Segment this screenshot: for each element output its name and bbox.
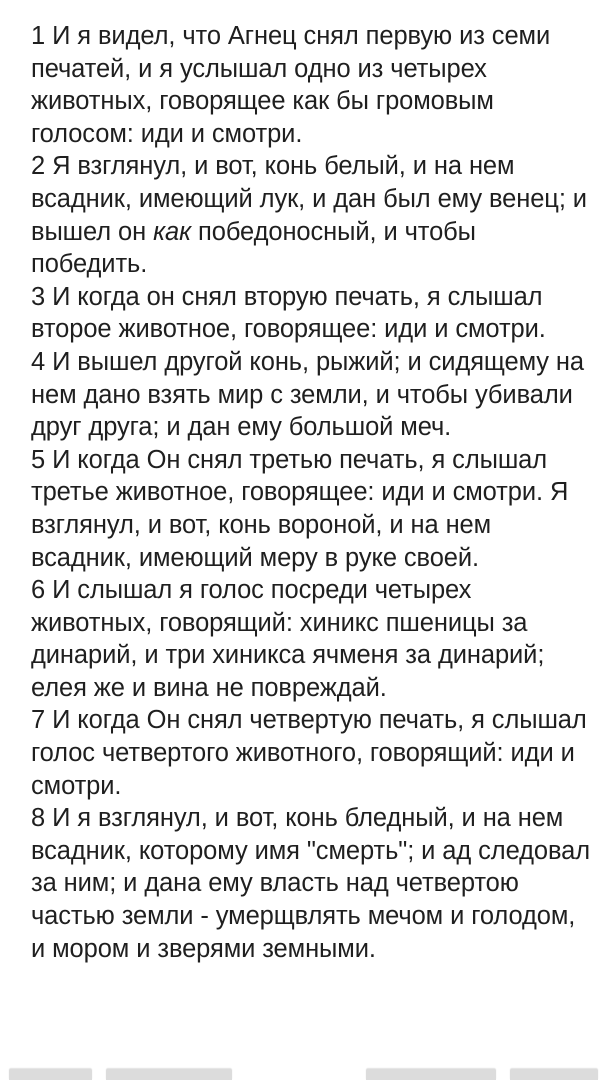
verse-number: 3 [31,282,46,311]
verse-number: 5 [31,445,46,474]
verse-8 [31,802,591,965]
verse-3 [31,281,591,346]
verse-7 [31,704,591,802]
verse-4 [31,346,591,444]
verse-text: И вышел другой конь, рыжий; и сидящему на нем дано взять мир с земли, и чтобы убивали друг друга; и дан ему большой меч. [31,347,584,442]
bottom-nav-button-4[interactable] [510,1069,598,1080]
bottom-nav-button-1[interactable] [9,1069,92,1080]
verse-text: Я взглянул, и вот, конь белый, и на нем всадник, имеющий лук, и дан был ему венец; и вышел он [31,152,587,246]
chapter-text [31,20,591,965]
bottom-navigation-bar [0,1043,607,1080]
bottom-nav-button-3[interactable] [366,1069,496,1080]
verse-number: 7 [31,706,46,735]
verse-text: И когда он снял вторую печать, я слышал второе животное, говорящее: иди и смотри. [31,282,546,344]
verse-2 [31,150,591,280]
verse-6 [31,574,591,704]
verse-number: 4 [31,347,46,376]
bottom-nav-button-2[interactable] [106,1069,232,1080]
verse-text: И слышал я голос посреди четырех животных, говорящий: хиникс пшеницы за динарий, и три хиникса ячменя за динарий; елея же и вина не повреждай. [31,576,545,702]
verse-text: И когда Он снял четвертую печать, я слышал голос четвертого животного, говорящий: иди и смотри. [31,706,587,800]
verse-number: 1 [31,22,46,50]
verse-number: 2 [31,152,46,181]
verse-text: И я видел, что Агнец снял первую из семи печатей, и я услышал одно из четырех животных, говорящее как бы громовым голосом: иди и смотри. [31,22,551,148]
verse-number: 6 [31,576,46,605]
verse-1 [31,20,591,150]
verse-text-continued: победоносный, и чтобы победить. [31,217,476,279]
verse-italic-word: как [153,217,192,246]
verse-text: И я взглянул, и вот, конь бледный, и на нем всадник, которому имя "смерть"; и ад следовал за ним; и дана ему власть над четвертою частью земли - умерщвлять мечом и голодом, и мором и зверями земными. [31,804,590,963]
verse-text: И когда Он снял третью печать, я слышал третье животное, говорящее: иди и смотри. Я взглянул, и вот, конь вороной, и на нем всадник, имеющий меру в руке своей. [31,445,569,572]
verse-5 [31,444,591,574]
verse-number: 8 [31,804,46,833]
